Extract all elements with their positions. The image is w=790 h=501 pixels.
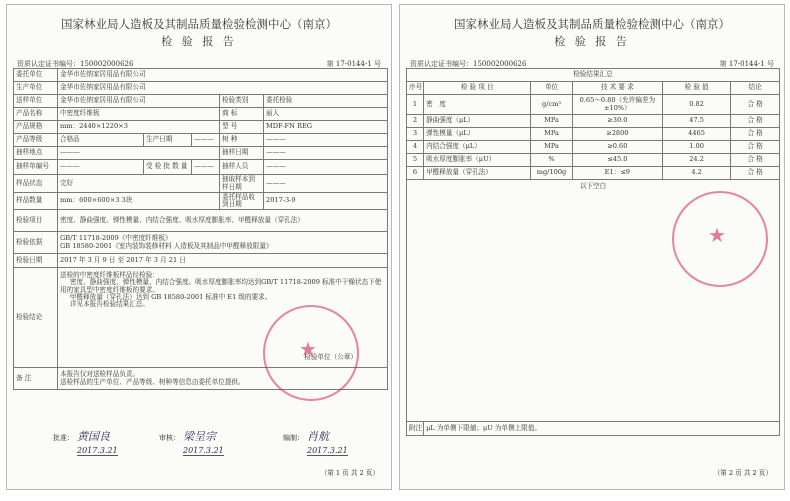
seal-star-icon: ★ [708,223,726,247]
page-subtitle: 检 验 报 告 [554,35,630,48]
table-cell: 合 格 [731,115,780,128]
value: ——— [192,160,220,175]
table-cell: 内结合强度（μL） [424,141,531,154]
value: ——— [58,147,220,160]
conclusion-line: 甲醛释放量（穿孔法）达到 GB 18580-2001 标准中 E1 级的要求。 [69,292,272,301]
table-cell: ≤45.0 [572,154,662,167]
label: 检验日期 [14,254,58,268]
cert-number: 资质认定证书编号：150002000626 [17,60,134,68]
label: 抽样人员 [220,160,264,175]
value: 丽人 [264,108,388,121]
author-date: 2017.3.21 [307,446,348,455]
column-header: 单位 [531,82,572,95]
remark-line: 送检样品的生产单位、产品等级、树种等信息由委托单位提供。 [60,377,245,386]
column-header: 序号 [407,82,424,95]
label: 树 种 [220,134,264,147]
page-number: （第 2 页 共 2 页） [713,469,772,477]
label: 产品规格 [14,121,58,134]
approver-signature: 黄国良 [77,430,110,443]
reviewer-label: 审核： [159,434,180,442]
seal-caption: 检验单位（公章） [304,352,358,361]
label: 生产日期 [144,134,192,147]
approver-date: 2017.3.21 [77,446,118,455]
label: 抽取样本到样日期 [220,175,264,193]
table-row [407,167,780,180]
table-cell: 合 格 [731,128,780,141]
value: 2017 年 3 月 9 日 至 2017 年 3 月 21 日 [58,254,388,268]
value: mm：2440×1220×3 [58,121,220,134]
value: ——— [264,147,388,160]
table-cell: 合 格 [731,141,780,154]
value: 金华市佐纳家居用品有限公司 [58,82,388,95]
table-cell: 1.00 [662,141,730,154]
author-label: 编制： [283,434,304,442]
table-cell: 0.65～0.80（允许偏差为±10%） [572,95,662,115]
table-cell: 弹性模量（μL） [424,128,531,141]
table-cell: 密 度 [424,95,531,115]
table-cell: 吸水厚度膨胀率（μU） [424,154,531,167]
label: 检验项目 [14,210,58,232]
footnote-text: μL 为单侧下限値；μU 为单侧上限值。 [424,422,780,436]
page-subtitle: 检 验 报 告 [161,35,237,48]
table-cell: 甲醛释放量（穿孔法） [424,167,531,180]
table-row [407,115,780,128]
table-cell: 合 格 [731,154,780,167]
report-number: 第 17-0144-1 号 [719,60,774,68]
value: 金华市佐纳家居用品有限公司 [58,95,220,108]
value: ——— [264,160,388,175]
table-cell: 24.2 [662,154,730,167]
label: 委托单位 [14,69,58,82]
table-row [407,95,780,115]
label: 生产单位 [14,82,58,95]
conclusion-line: 密度、静曲强度、弹性模量、内结合强度、吸水厚度膨胀率均达到GB/T 11718-2009 标准中干燥状态下使用的家具型中密度纤维板的要求。 [60,278,382,294]
value: ——— [192,134,220,147]
table-cell: 4465 [662,128,730,141]
value: ——— [58,160,144,175]
page-number: （第 1 页 共 2 页） [320,469,379,477]
table-cell: 6 [407,167,424,180]
table-cell: 合 格 [731,167,780,180]
remark-line: 本报告仅对送检样品负责。 [60,370,140,379]
label: 抽样日期 [220,147,264,160]
label: 样品数量 [14,193,58,210]
value: 2017-3-9 [264,193,388,210]
label: 受 检 批 数 量 [144,160,192,175]
table-row [407,141,780,154]
label: 产品名称 [14,108,58,121]
label: 样品状态 [14,175,58,193]
label: 产品等级 [14,134,58,147]
report-number: 第 17-0144-1 号 [326,60,381,68]
label: 检验结论 [14,268,58,368]
column-header: 检 验 值 [662,82,730,95]
value: MDF-FN REG [264,121,388,134]
value: mm：600×600×3 3块 [58,193,220,210]
value: ——— [264,134,388,147]
table-cell: 2 [407,115,424,128]
table-cell: ≥30.0 [572,115,662,128]
table-cell: MPa [531,141,572,154]
approver [53,428,110,444]
table-cell: 5 [407,154,424,167]
results-table-title: 检验结果汇总 [407,69,780,82]
seal-star-icon: ★ [299,337,317,361]
basis-line: GB/T 11718-2009《中密度纤维板》 [60,234,172,243]
label: 型 号 [220,121,264,134]
table-cell: g/cm³ [531,95,572,115]
table-cell: 0.82 [662,95,730,115]
label: 备 注 [14,368,58,390]
table-cell: ≥0.60 [572,141,662,154]
label: 抽样地点 [14,147,58,160]
label: 抽样单编号 [14,160,58,175]
page-title: 国家林业局人造板及其制品质量检验检测中心（南京） [61,17,337,31]
value [58,232,388,254]
label: 检验依据 [14,232,58,254]
column-header: 技 术 要 求 [572,82,662,95]
label: 商 标 [220,108,264,121]
table-cell: MPa [531,128,572,141]
blank-note: 以下空白 [407,180,780,194]
conclusion-line: 详见本报告检验结果汇总。 [69,300,150,308]
report-page-1 [6,4,392,490]
table-cell: MPa [531,115,572,128]
reviewer-date: 2017.3.21 [183,446,224,455]
table-row [407,154,780,167]
value: 委托检验 [264,95,388,108]
table-cell: 合 格 [731,95,780,115]
reviewer [159,428,216,444]
value: 完好 [58,175,220,193]
label: 送样单位 [14,95,58,108]
value: 中密度纤维板 [58,108,220,121]
footnote-label: 附注 [407,422,424,436]
value: ——— [264,175,388,193]
table-cell: 3 [407,128,424,141]
table-cell: mg/100g [531,167,572,180]
reviewer-signature: 梁呈宗 [183,430,216,443]
value: 密度、静曲强度、弹性模量、内结合强度、吸水厚度膨胀率、甲醛释放量（穿孔法） [58,210,388,232]
value: 金华市佐纳家居用品有限公司 [58,69,388,82]
label: 检验类别 [220,95,264,108]
table-cell: E1：≤9 [572,167,662,180]
column-header: 结论 [731,82,780,95]
basis-line: GB 18580-2001《室内装饰装修材料 人造板及其制品中甲醛释放限量》 [60,241,273,250]
author [283,428,329,444]
approver-label: 批准： [53,434,74,442]
table-cell: 4 [407,141,424,154]
page-title: 国家林业局人造板及其制品质量检验检测中心（南京） [454,17,730,31]
table-cell: % [531,154,572,167]
table-cell: ≥2800 [572,128,662,141]
table-cell: 静曲强度（μL） [424,115,531,128]
cert-number: 资质认定证书编号：150002000626 [410,60,527,68]
table-cell: 1 [407,95,424,115]
table-row [407,128,780,141]
author-signature: 肖航 [307,430,329,443]
table-cell: 47.5 [662,115,730,128]
column-header: 检 验 项 目 [424,82,531,95]
report-page-2 [399,4,785,490]
label: 委托样品收到日期 [220,193,264,210]
conclusion-line: 送检的中密度纤维板样品经检验： [60,271,159,279]
table-cell: 4.2 [662,167,730,180]
value: 合格品 [58,134,144,147]
